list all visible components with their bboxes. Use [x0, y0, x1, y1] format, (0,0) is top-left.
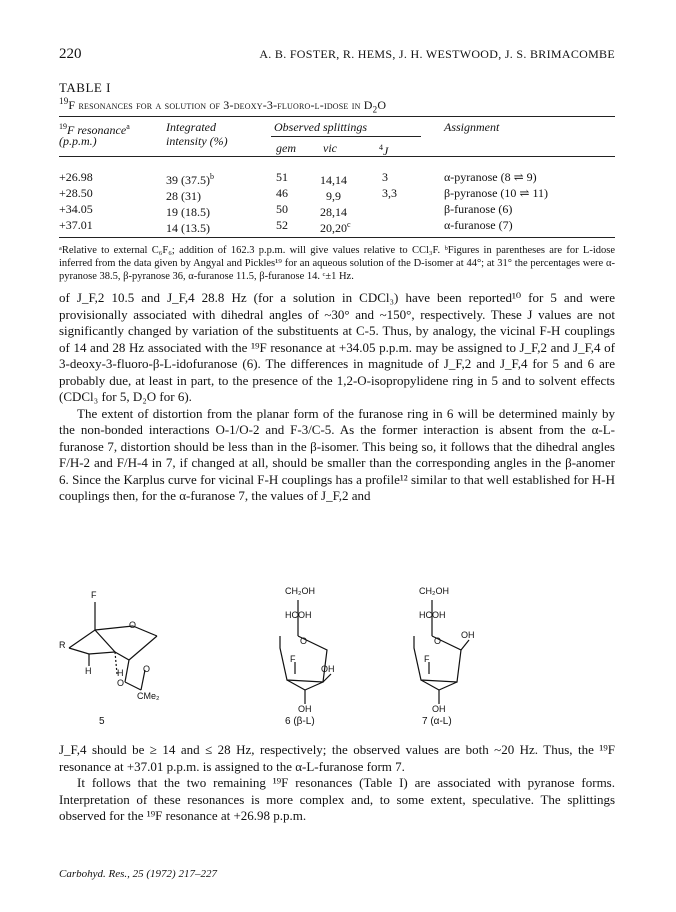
table-header-rule [59, 156, 615, 157]
cell-shift: +37.01 [59, 218, 93, 232]
atom-label: OH [432, 704, 446, 714]
atom-label: OH [321, 664, 335, 674]
header-splittings: Observed splittings [274, 120, 367, 134]
cell-shift: +34.05 [59, 202, 93, 216]
atom-label: O [117, 678, 125, 688]
atom-label: F [290, 654, 296, 664]
atom-label: H [117, 668, 124, 678]
cell-gem: 46 [276, 186, 288, 200]
cell-assignment: α-furanose (7) [444, 218, 513, 232]
atom-label: OH [298, 704, 312, 714]
splittings-rule [271, 136, 421, 137]
header-gem: gem [276, 141, 296, 155]
atom-label: F [424, 654, 430, 664]
atom-label: H [85, 666, 92, 676]
compound-label-7: 7 (α-L) [422, 716, 452, 727]
cell-shift: +28.50 [59, 186, 93, 200]
header-long-range: $^4$J [379, 143, 389, 158]
cell-intensity: 14 (13.5) [166, 221, 210, 235]
header-resonance-unit: (p.p.m.) [59, 134, 97, 148]
cell-vic: 28,14 [320, 205, 347, 219]
header-intensity-unit: intensity (%) [166, 134, 228, 148]
paragraph-4: It follows that the two remaining ¹⁹F resonances (Table I) are associated with pyranose forms. Interpretation of these resonances is more complex and, to some extent, speculative. The splittings observed for the ¹⁹F resonance at +26.98 p.p.m. [59, 775, 615, 823]
structures-drawing [59, 578, 615, 726]
body-text-upper [59, 290, 615, 505]
cell-long: 3,3 [382, 186, 397, 200]
cell-intensity: 19 (18.5) [166, 205, 210, 219]
cell-intensity: 28 (31) [166, 189, 201, 203]
table-top-rule [59, 116, 615, 117]
atom-label: HCOH [419, 610, 446, 620]
header-resonance: $^{19}$F resonance$^a$ [59, 122, 130, 137]
paragraph-3: J_F,4 should be ≥ 14 and ≤ 28 Hz, respectively; the observed values are both ~20 Hz. Thus, the ¹⁹F resonance at +37.01 p.p.m. is assigned to the α-L-furanose form 7. [59, 742, 615, 774]
page-number: 220 [59, 46, 82, 62]
cell-shift: +26.98 [59, 170, 93, 184]
cell-vic: 14,14 [320, 173, 347, 187]
footnote-text: ᵃRelative to external C₆F₆; addition of 162.3 p.p.m. will give values relative to CCl₃F. ᵇFigures in parentheses are for L-idose inferred from the data given by Angyal and Pickles¹⁹ for an aqueous solution of the D-isomer at 44°; at 31° the percentages were α-pyranose 38.5, β-pyranose 36, α-furanose 11.5, β-furanose 14. ᶜ±1 Hz. [59, 245, 615, 282]
structure-5 [69, 602, 157, 690]
running-header [59, 46, 615, 66]
cell-assignment: β-pyranose (10 ⇌ 11) [444, 186, 549, 200]
header-assignment: Assignment [444, 120, 500, 134]
journal-citation: Carbohyd. Res., 25 (1972) 217–227 [59, 868, 217, 880]
table-footnote [59, 244, 615, 283]
paragraph-2: The extent of distortion from the planar form of the furanose ring in 6 will be determined mainly by the non-bonded interactions O-1/O-2 and F-3/C-5. As the former interaction is absent from the α-L-furanose 7, distortion should be less than in the β-isomer. This being so, it follows that the dihedral angles F/H-2 and F/H-4 in 7, if changed at all, should be smaller than the corresponding angles in the β-anomer 6. Since the Karplus curve for vicinal F-H couplings has a profile¹² similar to that well established for H-H couplings then, for the α-furanose 7, the values of J_F,2 and [59, 405, 615, 503]
structures-figure [59, 578, 615, 726]
atom-label: CMe₂ [137, 691, 160, 701]
cell-vic: 9,9 [326, 189, 341, 203]
table-label: TABLE I [59, 80, 111, 95]
header-vic: vic [323, 141, 337, 155]
cell-intensity: 39 $(37.5)^b$ [166, 172, 214, 187]
body-text-lower [59, 742, 615, 825]
atom-label: CH₂OH [285, 586, 315, 596]
atom-label: OH [461, 630, 475, 640]
cell-long: 3 [382, 170, 388, 184]
atom-label: R [59, 640, 66, 650]
atom-label: O [143, 664, 151, 674]
compound-label-6: 6 (β-L) [285, 716, 315, 727]
paragraph-1: of J_F,2 10.5 and J_F,4 28.8 Hz (for a solution in CDCl₃) have been reported¹⁰ for 5 and were provisionally associated with dihedral angles of ~30° and ~150°, respectively. These J values are not significantly changed by variation of the substituents at C-5. Thus, by analogy, the vicinal F-H couplings of 14 and 28 Hz associated with the ¹⁹F resonance at +34.05 p.p.m. may be assigned to J_F,2 and J_F,4 of 3-deoxy-3-fluoro-β-L-idofuranose (6). The differences in magnitude of J_F,2 and J_F,4 for 5 and 6 are probably due, at least in part, to the presence of the 1,2-O-isopropylidene ring in 5 and to solvent effects (CDCl₃ for 5, D₂O for 6). [59, 290, 615, 404]
atom-label: O [300, 636, 308, 646]
running-title: A. B. FOSTER, R. HEMS, J. H. WESTWOOD, J. S. BRIMACOMBE [259, 47, 615, 61]
atom-label: F [91, 590, 97, 600]
cell-assignment: β-furanose (6) [444, 202, 513, 216]
table-caption: $^{19}$F resonances for a solution of 3-deoxy-3-fluoro-l-idose in $D_2O$ [59, 96, 387, 115]
cell-vic: 20,20$^c$ [320, 220, 351, 235]
cell-gem: 52 [276, 218, 288, 232]
atom-label: O [434, 636, 442, 646]
cell-gem: 51 [276, 170, 288, 184]
atom-label: CH₂OH [419, 586, 449, 596]
cell-gem: 50 [276, 202, 288, 216]
compound-label-5: 5 [99, 716, 105, 727]
atom-label: HCOH [285, 610, 312, 620]
cell-assignment: α-pyranose (8 ⇌ 9) [444, 170, 537, 184]
table-bottom-rule [59, 237, 615, 238]
header-intensity: Integrated [166, 120, 216, 134]
atom-label: O [129, 620, 137, 630]
